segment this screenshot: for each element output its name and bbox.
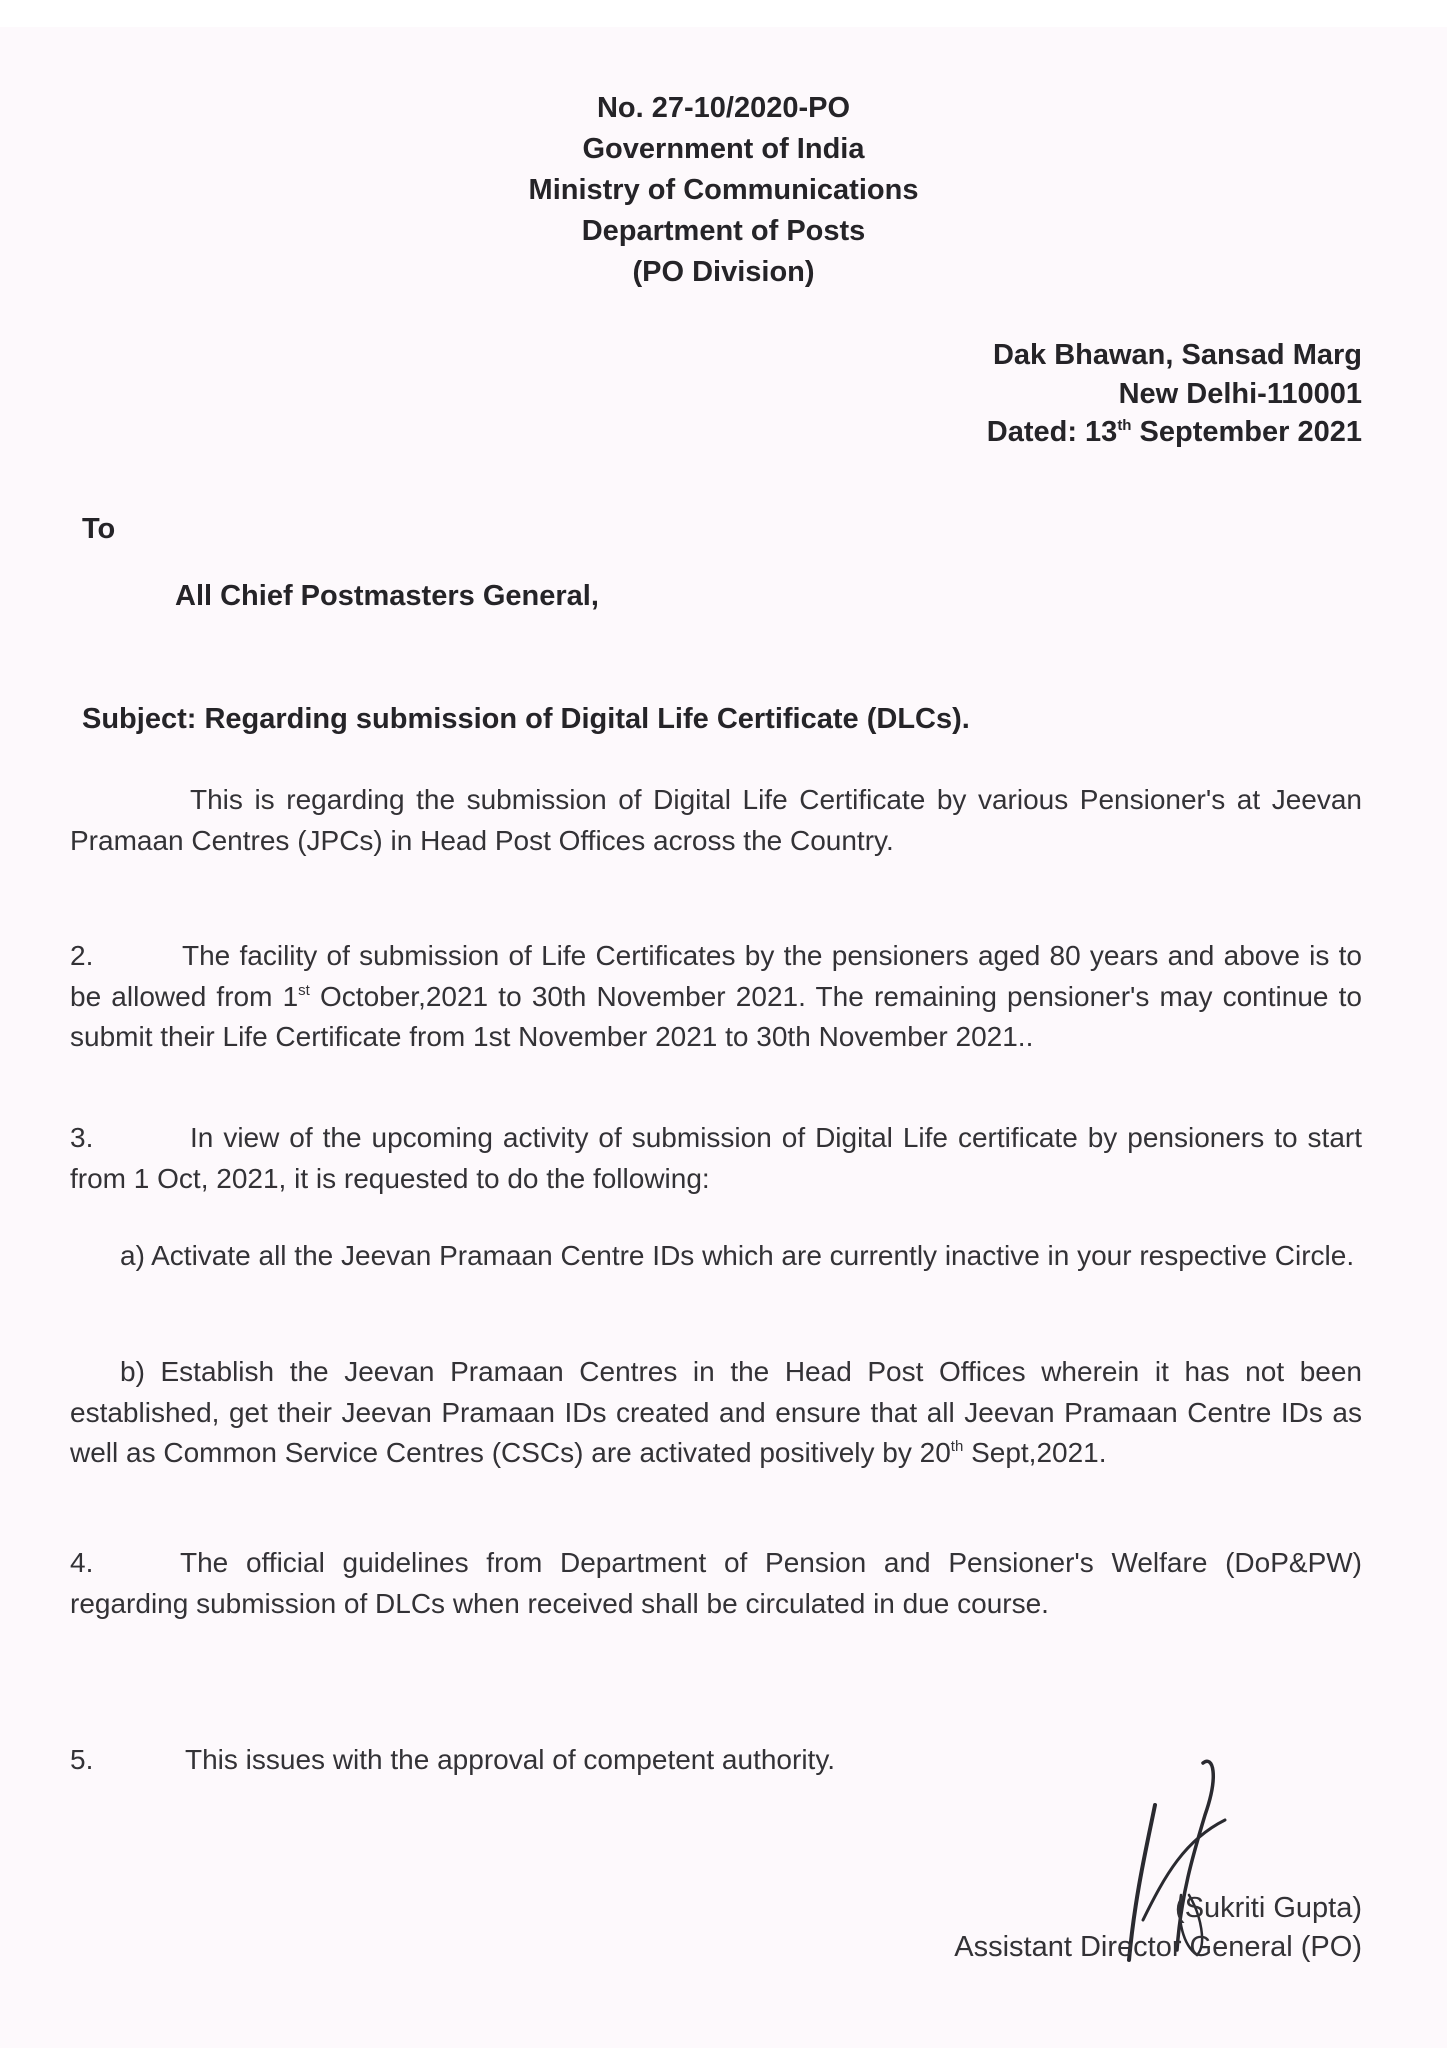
paragraph-5-number: 5.	[70, 1744, 94, 1775]
addressee: All Chief Postmasters General,	[175, 580, 599, 612]
paragraph-2-number: 2.	[70, 940, 94, 971]
subject-line: Subject: Regarding submission of Digital Life Certificate (DLCs).	[82, 703, 970, 735]
department-name: Department of Posts	[581, 215, 866, 247]
signatory-designation: Assistant Director General (PO)	[954, 1931, 1362, 1963]
dated-superscript: th	[1117, 417, 1132, 434]
paragraph-3b-text-b: Sept,2021.	[963, 1437, 1107, 1468]
paragraph-4	[70, 1543, 1362, 1624]
paragraph-2	[70, 936, 1362, 1058]
ministry-name: Ministry of Communications	[528, 174, 919, 206]
signatory-name: (Sukriti Gupta)	[1175, 1892, 1362, 1924]
paragraph-5-text: This issues with the approval of competent authority.	[185, 1744, 836, 1775]
dated-line	[987, 413, 1362, 451]
dated-prefix: Dated: 13	[986, 416, 1118, 448]
paragraph-3b	[70, 1352, 1362, 1474]
government-name: Government of India	[582, 133, 865, 165]
to-label: To	[82, 513, 116, 545]
paragraph-3-number: 3.	[70, 1122, 94, 1153]
dated-suffix: September 2021	[1131, 416, 1362, 448]
paragraph-2-text-b: October,2021 to 30th November 2021. The remaining pensioner's may continue to submit their Life Certificate from 1st November 2021 to 30th November 2021..	[70, 980, 1362, 1052]
address-line-1: Dak Bhawan, Sansad Marg	[992, 339, 1362, 371]
paragraph-2-superscript: st	[298, 981, 310, 999]
paragraph-3-text: In view of the upcoming activity of submission of Digital Life certificate by pensioners to start from 1 Oct, 2021, it is requested to do the following:	[70, 1122, 1362, 1194]
paragraph-4-text: The official guidelines from Department of Pension and Pensioner's Welfare (DoP&PW) regarding submission of DLCs when received shall be circulated in due course.	[70, 1547, 1362, 1619]
reference-number: No. 27-10/2020-PO	[596, 92, 851, 124]
paragraph-3a: a) Activate all the Jeevan Pramaan Centre IDs which are currently inactive in your respective Circle.	[120, 1240, 1355, 1271]
division-name: (PO Division)	[632, 256, 815, 288]
address-line-2: New Delhi-110001	[1118, 378, 1362, 410]
paragraph-2-text-a: The facility of submission of Life Certificates by the pensioners aged 80 years and above is to be allowed from 1	[70, 940, 1362, 1012]
paragraph-3b-superscript: th	[950, 1438, 964, 1455]
paragraph-1: This is regarding the submission of Digital Life Certificate by various Pensioner's at Jeevan Pramaan Centres (JPCs) in Head Post Offices across the Country.	[70, 784, 1362, 856]
paragraph-4-number: 4.	[70, 1547, 94, 1578]
paragraph-3	[70, 1118, 1362, 1199]
paragraph-3b-text-a: b) Establish the Jeevan Pramaan Centres in the Head Post Offices wherein it has not been established, get their Jeevan Pramaan IDs created and ensure that all Jeevan Pramaan Centre IDs as well as Common Service Centres (CSCs) are activated positively by 20	[70, 1356, 1362, 1468]
